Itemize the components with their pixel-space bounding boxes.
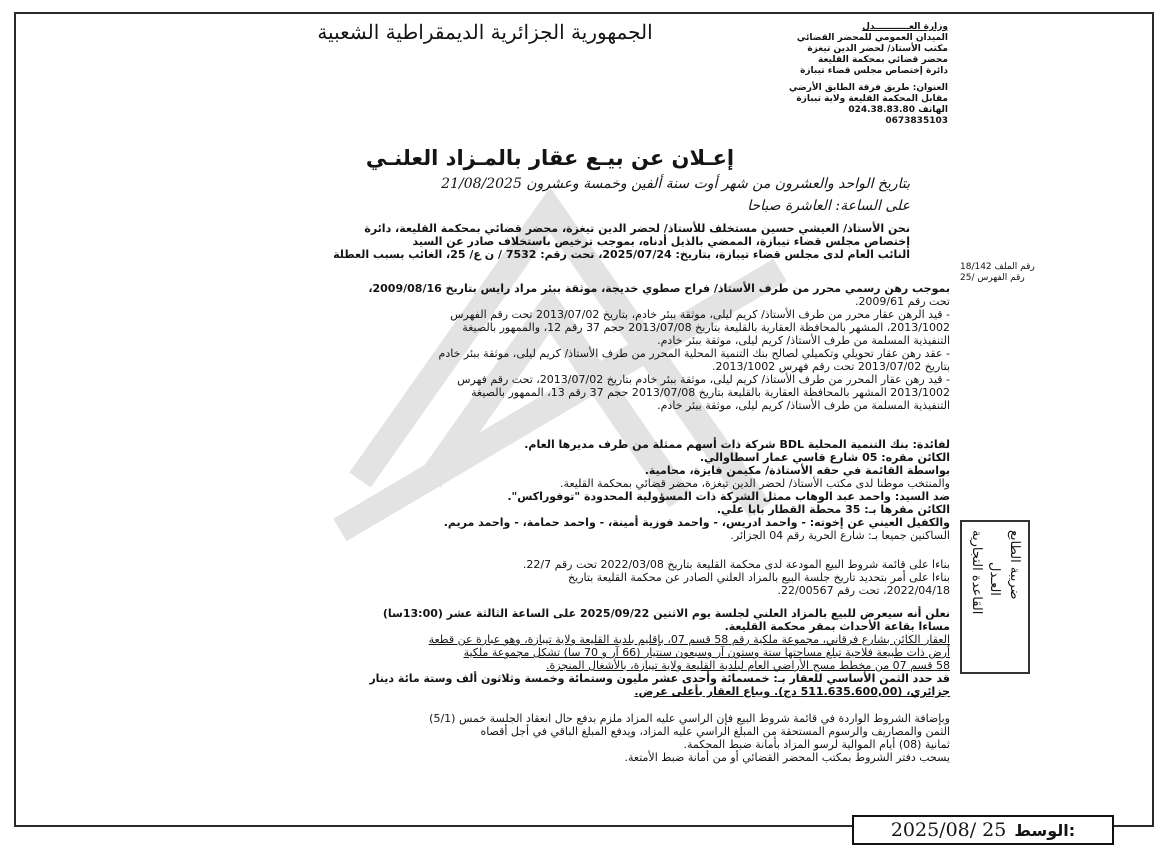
- basis-line: بموجب رهن رسمي محرر من طرف الأستاذ/ فراح صطوي خديجة، موثقة ببئر مراد رايس بتاريخ 2009/08/16،: [368, 282, 950, 295]
- mobile-number: 0673835103: [885, 116, 948, 126]
- file-number: 18/142: [960, 262, 992, 272]
- office-line-2: مكتب الأستاذ/ لحضر الدين تيغزة: [807, 44, 948, 54]
- basis-line: - قيد الرهن عقار محرر من طرف الأستاذ/ كريم ليلى، موثقة ببئر خادم، بتاريخ 2013/07/02 تحت رقم الفهرس: [450, 308, 950, 321]
- announcement-line: 58 قسم 07 من مخطط مسح الأراضي العام لبلدية القليعة ولاية تيبازة، بالأشغال المنجزة.: [546, 659, 950, 672]
- party-line: بواسطة القائمة في حقه الأستاذة/ مكيمن فايزة، محامية.: [644, 464, 950, 477]
- announcement-block: [40, 607, 950, 698]
- announcement-line: العقار الكائن بشارع فرقاني، مجموعة ملكية رقم 58 قسم 07، بإقليم بلدية القليعة ولاية تيبازة، وهو عبارة عن قطعة: [428, 633, 950, 646]
- address-line-1: العنوان: طريق فرقة الطابق الأرضي: [788, 83, 948, 93]
- grounds-line: بناءا على أمر بتحديد تاريخ جلسة البيع بالمزاد العلني الصادر عن محكمة القليعة بتاريخ: [568, 571, 950, 584]
- office-line-1: الميدان العمومي للمحضر القضائي: [796, 33, 948, 43]
- index-number: 25/: [960, 273, 975, 283]
- newspaper-name: الوسط:: [1014, 820, 1076, 840]
- intro-line-2: إختصاص مجلس قضاء تيبازة، الممضي بالذيل أدناه، بموجب ترخيص باستخلاف صادر عن السيد: [412, 235, 910, 248]
- party-line: الساكنين جميعا بـ: شارع الحرية رقم 04 الجزائر.: [730, 529, 950, 542]
- publication-date: 2025/08/ 25: [890, 819, 1007, 841]
- stamp-line-3: القاعدة التجارية: [969, 530, 984, 615]
- party-line: ضد السيد: واحمد عبد الوهاب ممثل الشركة ذات المسؤولية المحدودة "توفوراكس".: [507, 490, 950, 503]
- basis-line: التنفيذية المسلمة من طرف الأستاذ/ كريم ليلى، موثقة ببئر خادم.: [657, 334, 950, 347]
- basis-line: 2013/1002، المشهر بالمحافظة العقارية بالقليعة بتاريخ 2013/07/08 حجم 37 رقم 12، والممهور بالصيغة: [462, 321, 950, 334]
- index-number-label: رقم الفهرس: [977, 273, 1025, 283]
- announcement-line: جزائري، (511.635.600,00 دج). ويباع العقار بأعلى عرض.: [634, 685, 950, 698]
- announcement-line: مساءا بقاعة الأحداث بمقر محكمة القليعة.: [724, 620, 950, 633]
- file-reference: [960, 262, 1110, 284]
- date-line: بتاريخ الواحد والعشرون من شهر أوت سنة ألفين وخمسة وعشرون 21/08/2025: [441, 176, 910, 192]
- announcement-line: نعلن أنه سيعرض للبيع بالمزاد العلني لجلسة يوم الاثنين 2025/09/22 على الساعة الثالثة عشر (13:00سا): [382, 607, 950, 620]
- closing-line: وبإضافة الشروط الواردة في قائمة شروط البيع فإن الراسي عليه المزاد ملزم بدفع حال انعقاد الجلسة خمس (5/1): [429, 712, 950, 725]
- phone-label: الهاتف: [918, 105, 948, 115]
- intro-line-3: النائب العام لدى مجلس قضاء تيبازة، بتاريخ: 2025/07/24، تحت رقم: 7532 / ن ع/ 25، الغائب بسبب العطلة: [333, 248, 910, 261]
- intro-line-1: نحن الأستاذ/ العيشي حسين مستخلف للأستاذ/ لحضر الدين تيغزة، محضر قضائي بمحكمة القليعة، دائرة: [364, 222, 910, 235]
- office-line-4: دائرة إختصاص مجلس قضاء تيبازة: [800, 66, 948, 76]
- phone-number: 024.38.83.80: [848, 105, 915, 115]
- basis-line: بتاريخ 2013/07/02 تحت رقم فهرس 2013/1002.: [712, 360, 950, 373]
- stamp-line-1: ضريبة الطابع: [1007, 530, 1022, 600]
- address-line-2: مقابل المحكمة القليعة ولاية تيبازة: [796, 94, 948, 104]
- party-line: والمنتخب موطنا لدى مكتب الأستاذ/ لحضر الدين تيغزة، محضر قضائي بمحكمة القليعة.: [560, 477, 950, 490]
- basis-line: تحت رقم 2009/61.: [854, 295, 950, 308]
- party-line: لفائدة: بنك التنمية المحلية BDL شركة ذات أسهم ممثلة من طرف مديرها العام.: [524, 438, 950, 451]
- page-frame: [14, 12, 1154, 827]
- notice-title: إعـلان عن بيـع عقار بالمـزاد العلنـي: [365, 146, 735, 170]
- party-line: الكائن مقرها بـ: 35 محطة القطار بابا علي.: [716, 503, 950, 516]
- office-block: [758, 22, 948, 127]
- closing-line: ثمانية (08) أيام الموالية لرسو المزاد بأمانة ضبط المحكمة.: [683, 738, 950, 751]
- grounds-block: [40, 558, 950, 597]
- fiscal-stamp: [960, 520, 1030, 674]
- intro-block: [40, 222, 910, 261]
- ministry-name: وزارة العـــــــــــدل: [862, 22, 948, 32]
- newspaper-footer: [852, 815, 1114, 845]
- announcement-line: أرض ذات طبيعة فلاحية تبلغ مساحتها ستة وستون آر وسبعون سنتيار (66 آر و 70 سا) تشكل مجموعة ملكية: [463, 646, 950, 659]
- announcement-line: قد حدد الثمن الأساسي للعقار بـ: خمسمائة وأحدى عشر مليون وستمائة وخمسة وثلاثون ألف وستة مائة دينار: [369, 672, 950, 685]
- file-number-label: رقم الملف: [994, 262, 1035, 272]
- grounds-line: بناءا على قائمة شروط البيع المودعة لدى محكمة القليعة بتاريخ 2022/03/08 تحت رقم 22/7.: [522, 558, 950, 571]
- party-line: والكفيل العيني عن إخوته: - واحمد ادريس، - واحمد فوزية أمينة، - واحمد حمامة، - واحمد مريم.: [443, 516, 950, 529]
- party-line: الكائن مقره: 05 شارع قاسي عمار اسطاوالي.: [699, 451, 950, 464]
- time-line: على الساعة: العاشرة صباحا: [747, 198, 910, 214]
- basis-line: - قيد رهن عقار المحرر من طرف الأستاذ/ كريم ليلى، موثقة ببئر خادم بتاريخ 2013/07/02، تحت رقم فهرس: [457, 373, 950, 386]
- grounds-line: 2022/04/18، تحت رقم 22/00567.: [777, 584, 950, 597]
- basis-line: التنفيذية المسلمة من طرف الأستاذ/ كريم ليلى، موثقة ببئر خادم.: [657, 399, 950, 412]
- closing-line: الثمن والمصاريف والرسوم المستحقة من المبلغ الراسي عليه المزاد، ويدفع المبلغ الباقي في أجل أقصاه: [480, 725, 950, 738]
- stamp-line-2: العـدل: [987, 562, 1002, 596]
- basis-line: 2013/1002 المشهر بالمحافظة العقارية بالقليعة بتاريخ 2013/07/08 حجم 37 رقم 13، الممهور بالصيغة: [471, 386, 950, 399]
- basis-block: [40, 282, 950, 412]
- republic-heading: الجمهورية الجزائرية الديمقراطية الشعبية: [317, 20, 653, 44]
- basis-line: - عقد رهن عقار تحويلي وتكميلي لصالح بنك التنمية المحلية المحرر من طرف الأستاذ/ كريم ليلى، موثقة ببئر خادم: [438, 347, 950, 360]
- parties-block: [300, 438, 950, 542]
- closing-line: يسحب دفتر الشروط بمكتب المحضر القضائي أو من أمانة ضبط الأمتعة.: [624, 751, 950, 764]
- closing-block: [40, 712, 950, 764]
- office-line-3: محضر قضائي بمحكمة القليعة: [817, 55, 948, 65]
